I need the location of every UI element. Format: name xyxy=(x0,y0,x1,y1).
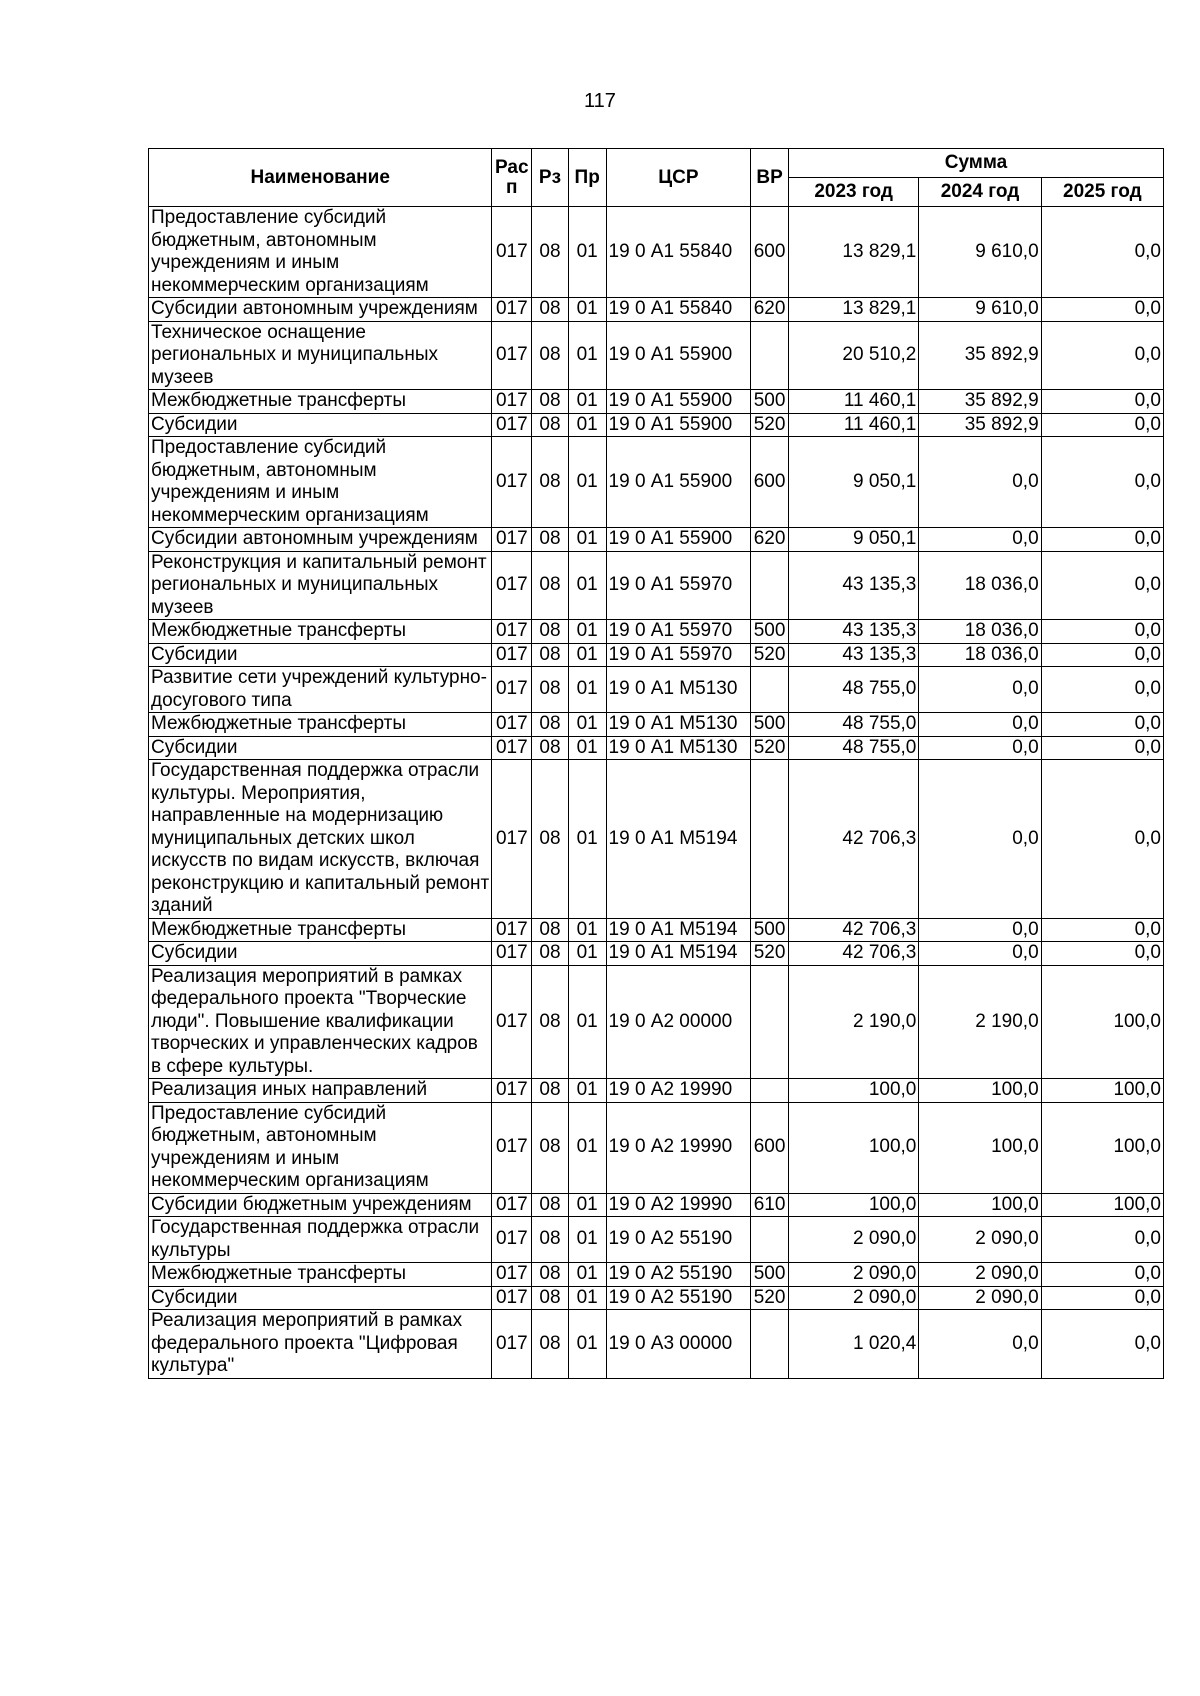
cell-2023: 11 460,1 xyxy=(788,390,918,414)
cell-2024: 0,0 xyxy=(919,942,1041,966)
cell-rasp: 017 xyxy=(492,620,532,644)
table-row xyxy=(149,528,1164,552)
cell-2023: 13 829,1 xyxy=(788,298,918,322)
cell-name: Реконструкция и капитальный ремонт региональных и муниципальных музеев xyxy=(149,551,492,620)
table-body xyxy=(149,207,1164,1379)
cell-2024: 18 036,0 xyxy=(919,551,1041,620)
cell-2024: 2 090,0 xyxy=(919,1286,1041,1310)
cell-name: Государственная поддержка отрасли культуры. Мероприятия, направленные на модернизацию муниципальных детских школ искусств по видам искусств, включая реконструкцию и капитальный ремонт зданий xyxy=(149,760,492,919)
cell-rasp: 017 xyxy=(492,207,532,298)
cell-2023: 20 510,2 xyxy=(788,321,918,390)
cell-vr: 520 xyxy=(751,643,789,667)
cell-2023: 42 706,3 xyxy=(788,918,918,942)
cell-2023: 42 706,3 xyxy=(788,942,918,966)
cell-2023: 43 135,3 xyxy=(788,643,918,667)
header-rz: Рз xyxy=(532,149,569,207)
cell-2025: 0,0 xyxy=(1041,1217,1163,1263)
cell-name: Субсидии xyxy=(149,942,492,966)
cell-2024: 0,0 xyxy=(919,918,1041,942)
cell-2024: 18 036,0 xyxy=(919,620,1041,644)
cell-rz: 08 xyxy=(532,1079,569,1103)
cell-name: Субсидии xyxy=(149,1286,492,1310)
cell-rz: 08 xyxy=(532,918,569,942)
cell-2025: 100,0 xyxy=(1041,965,1163,1079)
cell-pr: 01 xyxy=(568,620,606,644)
cell-2023: 100,0 xyxy=(788,1102,918,1193)
cell-vr: 500 xyxy=(751,1263,789,1287)
header-rasp: Рас п xyxy=(492,149,532,207)
table-row xyxy=(149,207,1164,298)
cell-2024: 2 090,0 xyxy=(919,1217,1041,1263)
cell-2023: 2 090,0 xyxy=(788,1217,918,1263)
cell-rasp: 017 xyxy=(492,413,532,437)
cell-pr: 01 xyxy=(568,1079,606,1103)
cell-name: Субсидии автономным учреждениям xyxy=(149,298,492,322)
cell-vr: 620 xyxy=(751,528,789,552)
cell-2025: 0,0 xyxy=(1041,942,1163,966)
cell-2023: 100,0 xyxy=(788,1079,918,1103)
cell-pr: 01 xyxy=(568,528,606,552)
cell-2024: 100,0 xyxy=(919,1079,1041,1103)
cell-pr: 01 xyxy=(568,736,606,760)
cell-name: Межбюджетные трансферты xyxy=(149,918,492,942)
cell-2025: 0,0 xyxy=(1041,321,1163,390)
cell-vr: 520 xyxy=(751,413,789,437)
table-row xyxy=(149,1102,1164,1193)
cell-pr: 01 xyxy=(568,942,606,966)
cell-2024: 35 892,9 xyxy=(919,390,1041,414)
cell-rz: 08 xyxy=(532,551,569,620)
cell-csr: 19 0 А2 19990 xyxy=(606,1193,751,1217)
page-number: 117 xyxy=(584,90,616,112)
cell-rz: 08 xyxy=(532,321,569,390)
cell-rz: 08 xyxy=(532,620,569,644)
cell-pr: 01 xyxy=(568,298,606,322)
cell-rz: 08 xyxy=(532,298,569,322)
table-row xyxy=(149,1217,1164,1263)
cell-pr: 01 xyxy=(568,390,606,414)
cell-csr: 19 0 А1 55900 xyxy=(606,528,751,552)
cell-2024: 2 090,0 xyxy=(919,1263,1041,1287)
cell-csr: 19 0 А1 55900 xyxy=(606,390,751,414)
cell-vr: 600 xyxy=(751,1102,789,1193)
cell-2025: 0,0 xyxy=(1041,1286,1163,1310)
cell-rz: 08 xyxy=(532,207,569,298)
table-row xyxy=(149,1286,1164,1310)
cell-2024: 100,0 xyxy=(919,1193,1041,1217)
cell-name: Реализация мероприятий в рамках федерального проекта "Творческие люди". Повышение квалификации творческих и управленческих кадров в сфере культуры. xyxy=(149,965,492,1079)
cell-pr: 01 xyxy=(568,1193,606,1217)
cell-rasp: 017 xyxy=(492,713,532,737)
cell-rasp: 017 xyxy=(492,1102,532,1193)
cell-pr: 01 xyxy=(568,1102,606,1193)
cell-vr xyxy=(751,667,789,713)
table-row xyxy=(149,942,1164,966)
table-row xyxy=(149,1193,1164,1217)
header-name: Наименование xyxy=(149,149,492,207)
cell-vr xyxy=(751,760,789,919)
cell-2025: 0,0 xyxy=(1041,667,1163,713)
table-row xyxy=(149,413,1164,437)
cell-csr: 19 0 А1 55970 xyxy=(606,620,751,644)
table-row xyxy=(149,713,1164,737)
cell-rz: 08 xyxy=(532,528,569,552)
cell-pr: 01 xyxy=(568,1310,606,1379)
header-pr: Пр xyxy=(568,149,606,207)
cell-2025: 0,0 xyxy=(1041,298,1163,322)
cell-csr: 19 0 А2 19990 xyxy=(606,1079,751,1103)
cell-2025: 100,0 xyxy=(1041,1079,1163,1103)
cell-2023: 48 755,0 xyxy=(788,713,918,737)
cell-2024: 0,0 xyxy=(919,760,1041,919)
cell-vr xyxy=(751,1217,789,1263)
cell-2024: 35 892,9 xyxy=(919,413,1041,437)
cell-name: Субсидии xyxy=(149,413,492,437)
header-vr: ВР xyxy=(751,149,789,207)
cell-rz: 08 xyxy=(532,736,569,760)
cell-rz: 08 xyxy=(532,390,569,414)
cell-2024: 0,0 xyxy=(919,736,1041,760)
cell-2023: 11 460,1 xyxy=(788,413,918,437)
cell-vr: 600 xyxy=(751,207,789,298)
cell-2023: 2 090,0 xyxy=(788,1286,918,1310)
cell-name: Межбюджетные трансферты xyxy=(149,390,492,414)
cell-rz: 08 xyxy=(532,1193,569,1217)
cell-2024: 9 610,0 xyxy=(919,207,1041,298)
cell-rz: 08 xyxy=(532,1102,569,1193)
cell-rz: 08 xyxy=(532,643,569,667)
cell-csr: 19 0 А1 55900 xyxy=(606,413,751,437)
cell-2025: 0,0 xyxy=(1041,207,1163,298)
cell-csr: 19 0 А1 55840 xyxy=(606,207,751,298)
cell-name: Субсидии xyxy=(149,736,492,760)
cell-csr: 19 0 А2 55190 xyxy=(606,1217,751,1263)
cell-2023: 13 829,1 xyxy=(788,207,918,298)
cell-2024: 35 892,9 xyxy=(919,321,1041,390)
cell-vr: 610 xyxy=(751,1193,789,1217)
cell-2025: 100,0 xyxy=(1041,1102,1163,1193)
cell-csr: 19 0 А1 55900 xyxy=(606,321,751,390)
cell-pr: 01 xyxy=(568,918,606,942)
cell-pr: 01 xyxy=(568,713,606,737)
cell-name: Техническое оснащение региональных и муниципальных музеев xyxy=(149,321,492,390)
cell-2023: 48 755,0 xyxy=(788,736,918,760)
cell-name: Субсидии xyxy=(149,643,492,667)
cell-name: Предоставление субсидий бюджетным, автономным учреждениям и иным некоммерческим организациям xyxy=(149,207,492,298)
cell-2024: 0,0 xyxy=(919,528,1041,552)
cell-rz: 08 xyxy=(532,1217,569,1263)
cell-2025: 0,0 xyxy=(1041,390,1163,414)
table-row xyxy=(149,390,1164,414)
cell-csr: 19 0 А1 55970 xyxy=(606,643,751,667)
header-summa: Сумма xyxy=(788,149,1163,178)
cell-vr: 500 xyxy=(751,918,789,942)
cell-2023: 2 090,0 xyxy=(788,1263,918,1287)
cell-pr: 01 xyxy=(568,1286,606,1310)
table-row xyxy=(149,1079,1164,1103)
cell-2023: 100,0 xyxy=(788,1193,918,1217)
cell-rasp: 017 xyxy=(492,1310,532,1379)
cell-vr xyxy=(751,551,789,620)
cell-2024: 100,0 xyxy=(919,1102,1041,1193)
cell-2024: 18 036,0 xyxy=(919,643,1041,667)
cell-2025: 0,0 xyxy=(1041,736,1163,760)
cell-rasp: 017 xyxy=(492,1217,532,1263)
cell-vr xyxy=(751,965,789,1079)
cell-rasp: 017 xyxy=(492,298,532,322)
cell-name: Субсидии бюджетным учреждениям xyxy=(149,1193,492,1217)
cell-rasp: 017 xyxy=(492,667,532,713)
cell-rasp: 017 xyxy=(492,942,532,966)
cell-2024: 0,0 xyxy=(919,713,1041,737)
cell-vr: 520 xyxy=(751,1286,789,1310)
cell-2025: 0,0 xyxy=(1041,918,1163,942)
cell-2023: 9 050,1 xyxy=(788,437,918,528)
cell-rasp: 017 xyxy=(492,437,532,528)
cell-csr: 19 0 А2 00000 xyxy=(606,965,751,1079)
cell-2025: 0,0 xyxy=(1041,713,1163,737)
table-row xyxy=(149,918,1164,942)
cell-2025: 0,0 xyxy=(1041,437,1163,528)
cell-rasp: 017 xyxy=(492,1286,532,1310)
cell-rasp: 017 xyxy=(492,736,532,760)
cell-2025: 0,0 xyxy=(1041,551,1163,620)
cell-csr: 19 0 А1 М5130 xyxy=(606,736,751,760)
cell-name: Межбюджетные трансферты xyxy=(149,620,492,644)
cell-rz: 08 xyxy=(532,413,569,437)
cell-rasp: 017 xyxy=(492,965,532,1079)
table-row xyxy=(149,437,1164,528)
cell-pr: 01 xyxy=(568,760,606,919)
cell-rasp: 017 xyxy=(492,1193,532,1217)
cell-rz: 08 xyxy=(532,965,569,1079)
cell-rasp: 017 xyxy=(492,528,532,552)
cell-pr: 01 xyxy=(568,437,606,528)
cell-csr: 19 0 А1 М5130 xyxy=(606,713,751,737)
cell-name: Развитие сети учреждений культурно-досугового типа xyxy=(149,667,492,713)
table-row xyxy=(149,965,1164,1079)
cell-vr: 520 xyxy=(751,736,789,760)
cell-vr xyxy=(751,1310,789,1379)
header-year-2025: 2025 год xyxy=(1041,178,1163,207)
table-row xyxy=(149,667,1164,713)
cell-2023: 43 135,3 xyxy=(788,551,918,620)
cell-vr: 620 xyxy=(751,298,789,322)
cell-csr: 19 0 А1 М5194 xyxy=(606,918,751,942)
table-row xyxy=(149,321,1164,390)
cell-rz: 08 xyxy=(532,942,569,966)
cell-csr: 19 0 А3 00000 xyxy=(606,1310,751,1379)
cell-rasp: 017 xyxy=(492,918,532,942)
cell-vr xyxy=(751,1079,789,1103)
budget-table xyxy=(148,148,1164,1379)
cell-csr: 19 0 А1 55840 xyxy=(606,298,751,322)
cell-vr: 500 xyxy=(751,713,789,737)
cell-rz: 08 xyxy=(532,437,569,528)
cell-2023: 48 755,0 xyxy=(788,667,918,713)
cell-pr: 01 xyxy=(568,643,606,667)
cell-vr: 520 xyxy=(751,942,789,966)
cell-name: Государственная поддержка отрасли культуры xyxy=(149,1217,492,1263)
table-row xyxy=(149,1263,1164,1287)
cell-rz: 08 xyxy=(532,760,569,919)
cell-2025: 0,0 xyxy=(1041,1310,1163,1379)
cell-vr xyxy=(751,321,789,390)
cell-pr: 01 xyxy=(568,551,606,620)
cell-pr: 01 xyxy=(568,207,606,298)
cell-rz: 08 xyxy=(532,1286,569,1310)
cell-csr: 19 0 А1 55900 xyxy=(606,437,751,528)
cell-pr: 01 xyxy=(568,965,606,1079)
cell-2023: 42 706,3 xyxy=(788,760,918,919)
cell-name: Реализация мероприятий в рамках федерального проекта "Цифровая культура" xyxy=(149,1310,492,1379)
cell-rz: 08 xyxy=(532,713,569,737)
cell-rasp: 017 xyxy=(492,643,532,667)
cell-pr: 01 xyxy=(568,1217,606,1263)
cell-rasp: 017 xyxy=(492,551,532,620)
cell-pr: 01 xyxy=(568,321,606,390)
cell-rasp: 017 xyxy=(492,760,532,919)
cell-2025: 100,0 xyxy=(1041,1193,1163,1217)
cell-2023: 2 190,0 xyxy=(788,965,918,1079)
cell-vr: 500 xyxy=(751,390,789,414)
cell-name: Реализация иных направлений xyxy=(149,1079,492,1103)
cell-pr: 01 xyxy=(568,667,606,713)
cell-2024: 0,0 xyxy=(919,437,1041,528)
cell-csr: 19 0 А1 М5130 xyxy=(606,667,751,713)
cell-2025: 0,0 xyxy=(1041,1263,1163,1287)
cell-csr: 19 0 А2 55190 xyxy=(606,1286,751,1310)
cell-2023: 9 050,1 xyxy=(788,528,918,552)
cell-csr: 19 0 А1 М5194 xyxy=(606,942,751,966)
cell-2025: 0,0 xyxy=(1041,620,1163,644)
cell-2024: 2 190,0 xyxy=(919,965,1041,1079)
cell-rasp: 017 xyxy=(492,390,532,414)
cell-name: Межбюджетные трансферты xyxy=(149,713,492,737)
cell-2025: 0,0 xyxy=(1041,413,1163,437)
header-csr: ЦСР xyxy=(606,149,751,207)
table-row xyxy=(149,620,1164,644)
table-row xyxy=(149,1310,1164,1379)
table-row xyxy=(149,298,1164,322)
table-row xyxy=(149,551,1164,620)
cell-csr: 19 0 А2 19990 xyxy=(606,1102,751,1193)
cell-name: Предоставление субсидий бюджетным, автономным учреждениям и иным некоммерческим организациям xyxy=(149,437,492,528)
cell-rasp: 017 xyxy=(492,1263,532,1287)
cell-vr: 600 xyxy=(751,437,789,528)
cell-rz: 08 xyxy=(532,1310,569,1379)
cell-2024: 0,0 xyxy=(919,667,1041,713)
cell-csr: 19 0 А1 55970 xyxy=(606,551,751,620)
cell-rasp: 017 xyxy=(492,1079,532,1103)
cell-name: Предоставление субсидий бюджетным, автономным учреждениям и иным некоммерческим организациям xyxy=(149,1102,492,1193)
cell-2024: 0,0 xyxy=(919,1310,1041,1379)
cell-2023: 43 135,3 xyxy=(788,620,918,644)
cell-csr: 19 0 А1 М5194 xyxy=(606,760,751,919)
cell-name: Субсидии автономным учреждениям xyxy=(149,528,492,552)
cell-pr: 01 xyxy=(568,1263,606,1287)
cell-rz: 08 xyxy=(532,1263,569,1287)
cell-2024: 9 610,0 xyxy=(919,298,1041,322)
cell-name: Межбюджетные трансферты xyxy=(149,1263,492,1287)
cell-2025: 0,0 xyxy=(1041,643,1163,667)
table-row xyxy=(149,760,1164,919)
cell-vr: 500 xyxy=(751,620,789,644)
cell-rasp: 017 xyxy=(492,321,532,390)
header-year-2024: 2024 год xyxy=(919,178,1041,207)
table-row xyxy=(149,736,1164,760)
table-row xyxy=(149,643,1164,667)
cell-pr: 01 xyxy=(568,413,606,437)
cell-2023: 1 020,4 xyxy=(788,1310,918,1379)
header-year-2023: 2023 год xyxy=(788,178,918,207)
cell-2025: 0,0 xyxy=(1041,528,1163,552)
cell-csr: 19 0 А2 55190 xyxy=(606,1263,751,1287)
cell-rz: 08 xyxy=(532,667,569,713)
cell-2025: 0,0 xyxy=(1041,760,1163,919)
table-header xyxy=(149,149,1164,207)
